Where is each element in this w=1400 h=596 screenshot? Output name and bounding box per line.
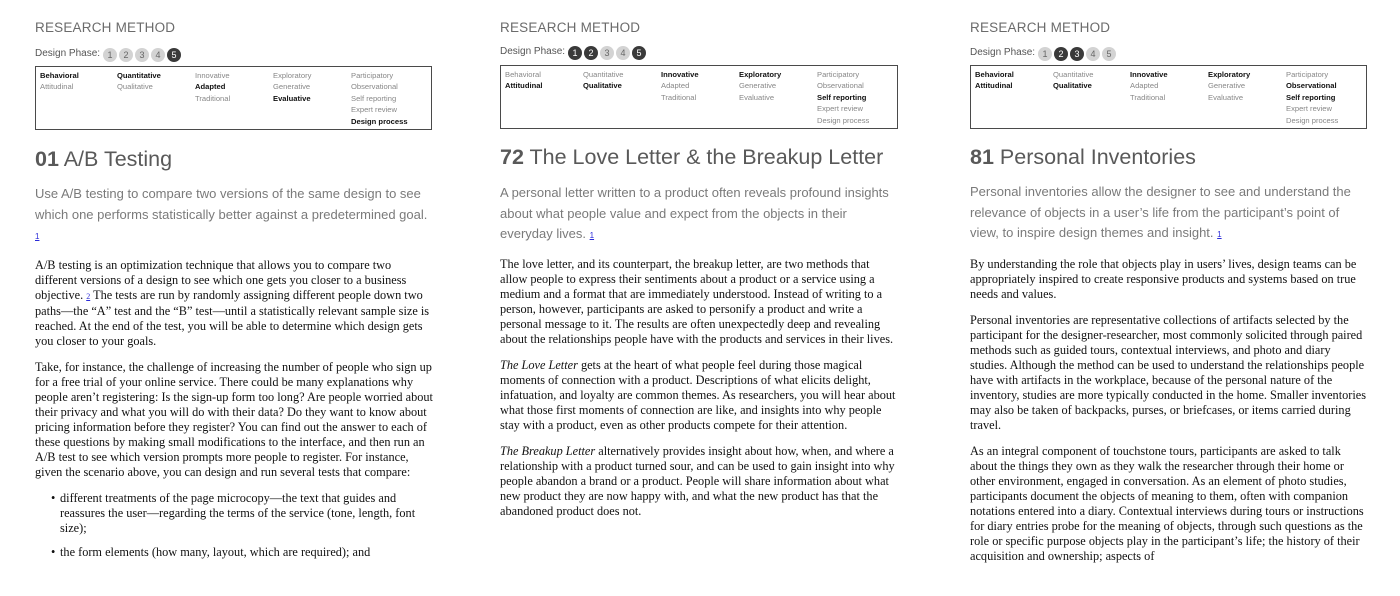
matrix-col-novelty [1130, 69, 1168, 103]
design-phase-indicator [970, 44, 1118, 61]
matrix-item: Participatory [1286, 70, 1329, 79]
phase-dot-4: 4 [616, 46, 630, 60]
matrix-col-behavior [505, 69, 543, 92]
matrix-col-behavior [975, 69, 1014, 92]
footnote-link[interactable]: 1 [1217, 230, 1222, 239]
matrix-item: Observational [351, 82, 398, 92]
matrix-item: Self reporting [351, 93, 397, 103]
matrix-col-data [583, 69, 624, 92]
method-number: 72 [500, 145, 524, 169]
matrix-item: Expert review [1286, 104, 1333, 114]
matrix-item: Innovative [195, 71, 230, 80]
matrix-col-technique [1286, 69, 1338, 126]
matrix-item: Participatory [351, 71, 394, 80]
matrix-item: Expert review [351, 105, 398, 115]
body-paragraph [35, 258, 433, 349]
phase-dot-1: 1 [568, 46, 582, 60]
matrix-col-goal [1208, 69, 1250, 103]
matrix-item: Behavioral [40, 71, 79, 80]
matrix-item: Evaluative [1208, 92, 1244, 102]
body-paragraph [500, 257, 898, 347]
section-label: RESEARCH METHOD [35, 20, 176, 35]
matrix-item: Traditional [661, 92, 697, 102]
body-text: The love letter, and its counterpart, the breakup letter, are two methods that allow people to express their sentiments about a product or a service using a medium and a format that are immediately understood. Instead of writing to a person, however, participants are asked to personify a product and write a personal message to it. The results are often unexpectedly deep and revealing about the relationships people have with the products and services in their lives. [500, 257, 894, 346]
matrix-item: Generative [273, 82, 311, 92]
intro-text: A personal letter written to a product often reveals profound insights about what people value and expect from the objects in their everyday lives. [500, 185, 889, 241]
footnote-link[interactable]: 1 [35, 232, 40, 241]
method-body [500, 257, 898, 530]
matrix-item: Participatory [817, 70, 860, 79]
matrix-item: Design process [817, 115, 870, 125]
method-title [970, 145, 1196, 170]
body-paragraph [500, 358, 898, 433]
phase-dot-3: 3 [135, 48, 149, 62]
phase-dot-2: 2 [1054, 47, 1068, 61]
matrix-item: Exploratory [273, 71, 312, 80]
design-phase-indicator [500, 43, 648, 60]
matrix-item: Adapted [661, 81, 690, 91]
phase-dot-4: 4 [1086, 47, 1100, 61]
phase-dots [103, 45, 183, 63]
body-text: alternatively provides insight about how, when, and where a relationship with a product turned sour, and can be used to gain insight into why people abandon a brand or a product. People will share information about what new product they are now happy with, and what the new product has that the abandoned product does not. [500, 444, 895, 518]
method-intro [970, 182, 1368, 246]
phase-dot-1: 1 [103, 48, 117, 62]
body-text: Take, for instance, the challenge of increasing the number of people who sign up for a free trial of your online service. There could be many explanations why people aren’t registering: Is the sign-up form too long? Are people worried about their privacy and what you will do with their data? Do they want to know about pricing information before they register? You can find out the answer to each of these questions by making small modifications to the interface, and then run an A/B test to see which version prompts more people to register. For instance, given the scenario above, you can design and run several tests that compare: [35, 360, 433, 479]
matrix-col-behavior [40, 70, 79, 93]
method-title [35, 147, 172, 172]
matrix-col-data [117, 70, 161, 93]
phase-dot-3: 3 [600, 46, 614, 60]
phase-dot-5: 5 [632, 46, 646, 60]
matrix-col-novelty [661, 69, 699, 103]
intro-text: Use A/B testing to compare two versions of the same design to see which one performs statistically better against a predetermined goal. [35, 186, 428, 222]
method-subtitle: The Love Letter [500, 358, 578, 372]
matrix-item: Self reporting [817, 92, 867, 102]
method-name: The Love Letter & the Breakup Letter [529, 145, 884, 169]
card-personal-inventories [970, 0, 1368, 596]
matrix-item: Expert review [817, 104, 864, 114]
phase-dot-2: 2 [119, 48, 133, 62]
method-matrix [35, 66, 432, 130]
matrix-item: Qualitative [117, 82, 153, 92]
body-text: The tests are run by randomly assigning different people down two paths—the “A” test and the “B” test—until a statistically relevant sample size is reached. At the end of the test, you will be able to determine which design gets you closer to your goals. [35, 288, 430, 348]
method-matrix [970, 65, 1367, 129]
matrix-item: Design process [1286, 115, 1339, 125]
method-name: Personal Inventories [999, 145, 1196, 169]
body-paragraph [970, 257, 1366, 302]
matrix-item: Design process [351, 116, 408, 126]
matrix-item: Quantitative [583, 70, 624, 79]
body-text: gets at the heart of what people feel during those magical moments of connection with a product. Descriptions of what elicits delight, infatuation, and loyalty are common themes. As researchers, you will hear about what those first moments of connection are like, and insights into why people stay with a product, even as other products compete for their attention. [500, 358, 896, 432]
matrix-col-novelty [195, 70, 230, 104]
card-ab-testing [35, 0, 433, 596]
matrix-item: Evaluative [739, 92, 775, 102]
matrix-col-goal [739, 69, 781, 103]
method-intro [35, 184, 433, 248]
body-paragraph [500, 444, 898, 519]
matrix-item: Exploratory [739, 70, 782, 79]
phase-dot-4: 4 [151, 48, 165, 62]
matrix-item: Observational [1286, 81, 1337, 91]
matrix-item: Adapted [1130, 81, 1159, 91]
matrix-item: Adapted [195, 82, 226, 92]
matrix-item: Traditional [1130, 92, 1166, 102]
method-number: 81 [970, 145, 994, 169]
matrix-item: Behavioral [975, 70, 1014, 79]
phase-label: Design Phase: [970, 47, 1036, 58]
body-text: As an integral component of touchstone tours, participants are asked to talk about the things they own as they walk the researcher through their home or other environment, engaged in conversation. As an element of photo studies, participants document the objects of meaning to them, often with companion notations entered into a diary. Contextual interviews during tours or instructions for diary entries probe for the meaning of objects, through such questions as the role or specific purpose objects play in the participant’s life; the history of their acquisition and ownership; aspects of [970, 444, 1364, 563]
bullet-item: • different treatments of the page microcopy—the text that guides and reassures the user—regarding the terms of the service (tone, length, font size); [60, 491, 433, 536]
body-paragraph [970, 313, 1366, 433]
body-text: Personal inventories are representative collections of artifacts selected by the participant for the designer-researcher, most commonly solicited through paired methods such as guided tours, contextual interviews, and photo and diary studies. Although the method can be used to understand the relationships people have with artifacts in the workplace, because of the personal nature of the inventory, studies are more typically conducted in the home. Smaller inventories may also be taken of backpacks, purses, or briefcases, or items carried during travel. [970, 313, 1367, 432]
design-phase-indicator [35, 45, 183, 62]
method-matrix [500, 65, 898, 129]
matrix-item: Generative [739, 81, 777, 91]
matrix-col-technique [351, 70, 408, 127]
matrix-item: Observational [817, 81, 864, 91]
bullet-list [35, 491, 433, 560]
matrix-item: Attitudinal [505, 81, 543, 91]
matrix-col-technique [817, 69, 869, 126]
body-paragraph [35, 360, 433, 480]
method-intro [500, 183, 898, 247]
matrix-item: Qualitative [1053, 81, 1092, 91]
matrix-item: Evaluative [273, 93, 311, 103]
phase-dot-1: 1 [1038, 47, 1052, 61]
matrix-item: Innovative [1130, 70, 1168, 79]
matrix-item: Attitudinal [40, 82, 74, 92]
body-text: A/B testing is an optimization technique that allows you to compare two different versions of a design to see which one gets you closer to a business objective. [35, 258, 407, 302]
method-body [970, 257, 1366, 575]
matrix-item: Attitudinal [975, 81, 1013, 91]
phase-dot-5: 5 [167, 48, 181, 62]
body-paragraph [970, 444, 1366, 564]
body-text: By understanding the role that objects play in users’ lives, design teams can be appropriately inspired to create responsive products and systems based on true needs and values. [970, 257, 1357, 301]
matrix-col-goal [273, 70, 311, 104]
method-number: 01 [35, 147, 59, 171]
phase-label: Design Phase: [500, 46, 566, 57]
footnote-link[interactable]: 1 [589, 231, 595, 240]
method-subtitle: The Breakup Letter [500, 444, 596, 458]
matrix-item: Innovative [661, 70, 699, 79]
phase-dot-2: 2 [584, 46, 598, 60]
card-love-letter [500, 0, 898, 596]
intro-text: Personal inventories allow the designer to see and understand the relevance of objects in a user’s life from the participant’s point of view, to inspire design themes and insight. [970, 184, 1351, 240]
footnote-link[interactable]: 2 [86, 292, 91, 301]
phase-dot-3: 3 [1070, 47, 1084, 61]
section-label: RESEARCH METHOD [970, 20, 1111, 35]
matrix-col-data [1053, 69, 1094, 92]
matrix-item: Exploratory [1208, 70, 1251, 79]
matrix-item: Behavioral [505, 70, 541, 79]
method-title [500, 145, 883, 170]
matrix-item: Generative [1208, 81, 1246, 91]
method-name: A/B Testing [63, 147, 173, 171]
phase-dot-5: 5 [1102, 47, 1116, 61]
bullet-item: • the form elements (how many, layout, which are required); and [60, 545, 433, 560]
matrix-item: Qualitative [583, 81, 622, 91]
section-label: RESEARCH METHOD [500, 20, 641, 35]
phase-label: Design Phase: [35, 48, 101, 59]
matrix-item: Quantitative [117, 71, 161, 80]
matrix-item: Self reporting [1286, 92, 1336, 102]
phase-dots [1038, 44, 1118, 62]
matrix-item: Traditional [195, 93, 231, 103]
phase-dots [568, 43, 648, 61]
method-body [35, 258, 433, 569]
matrix-item: Quantitative [1053, 70, 1094, 79]
